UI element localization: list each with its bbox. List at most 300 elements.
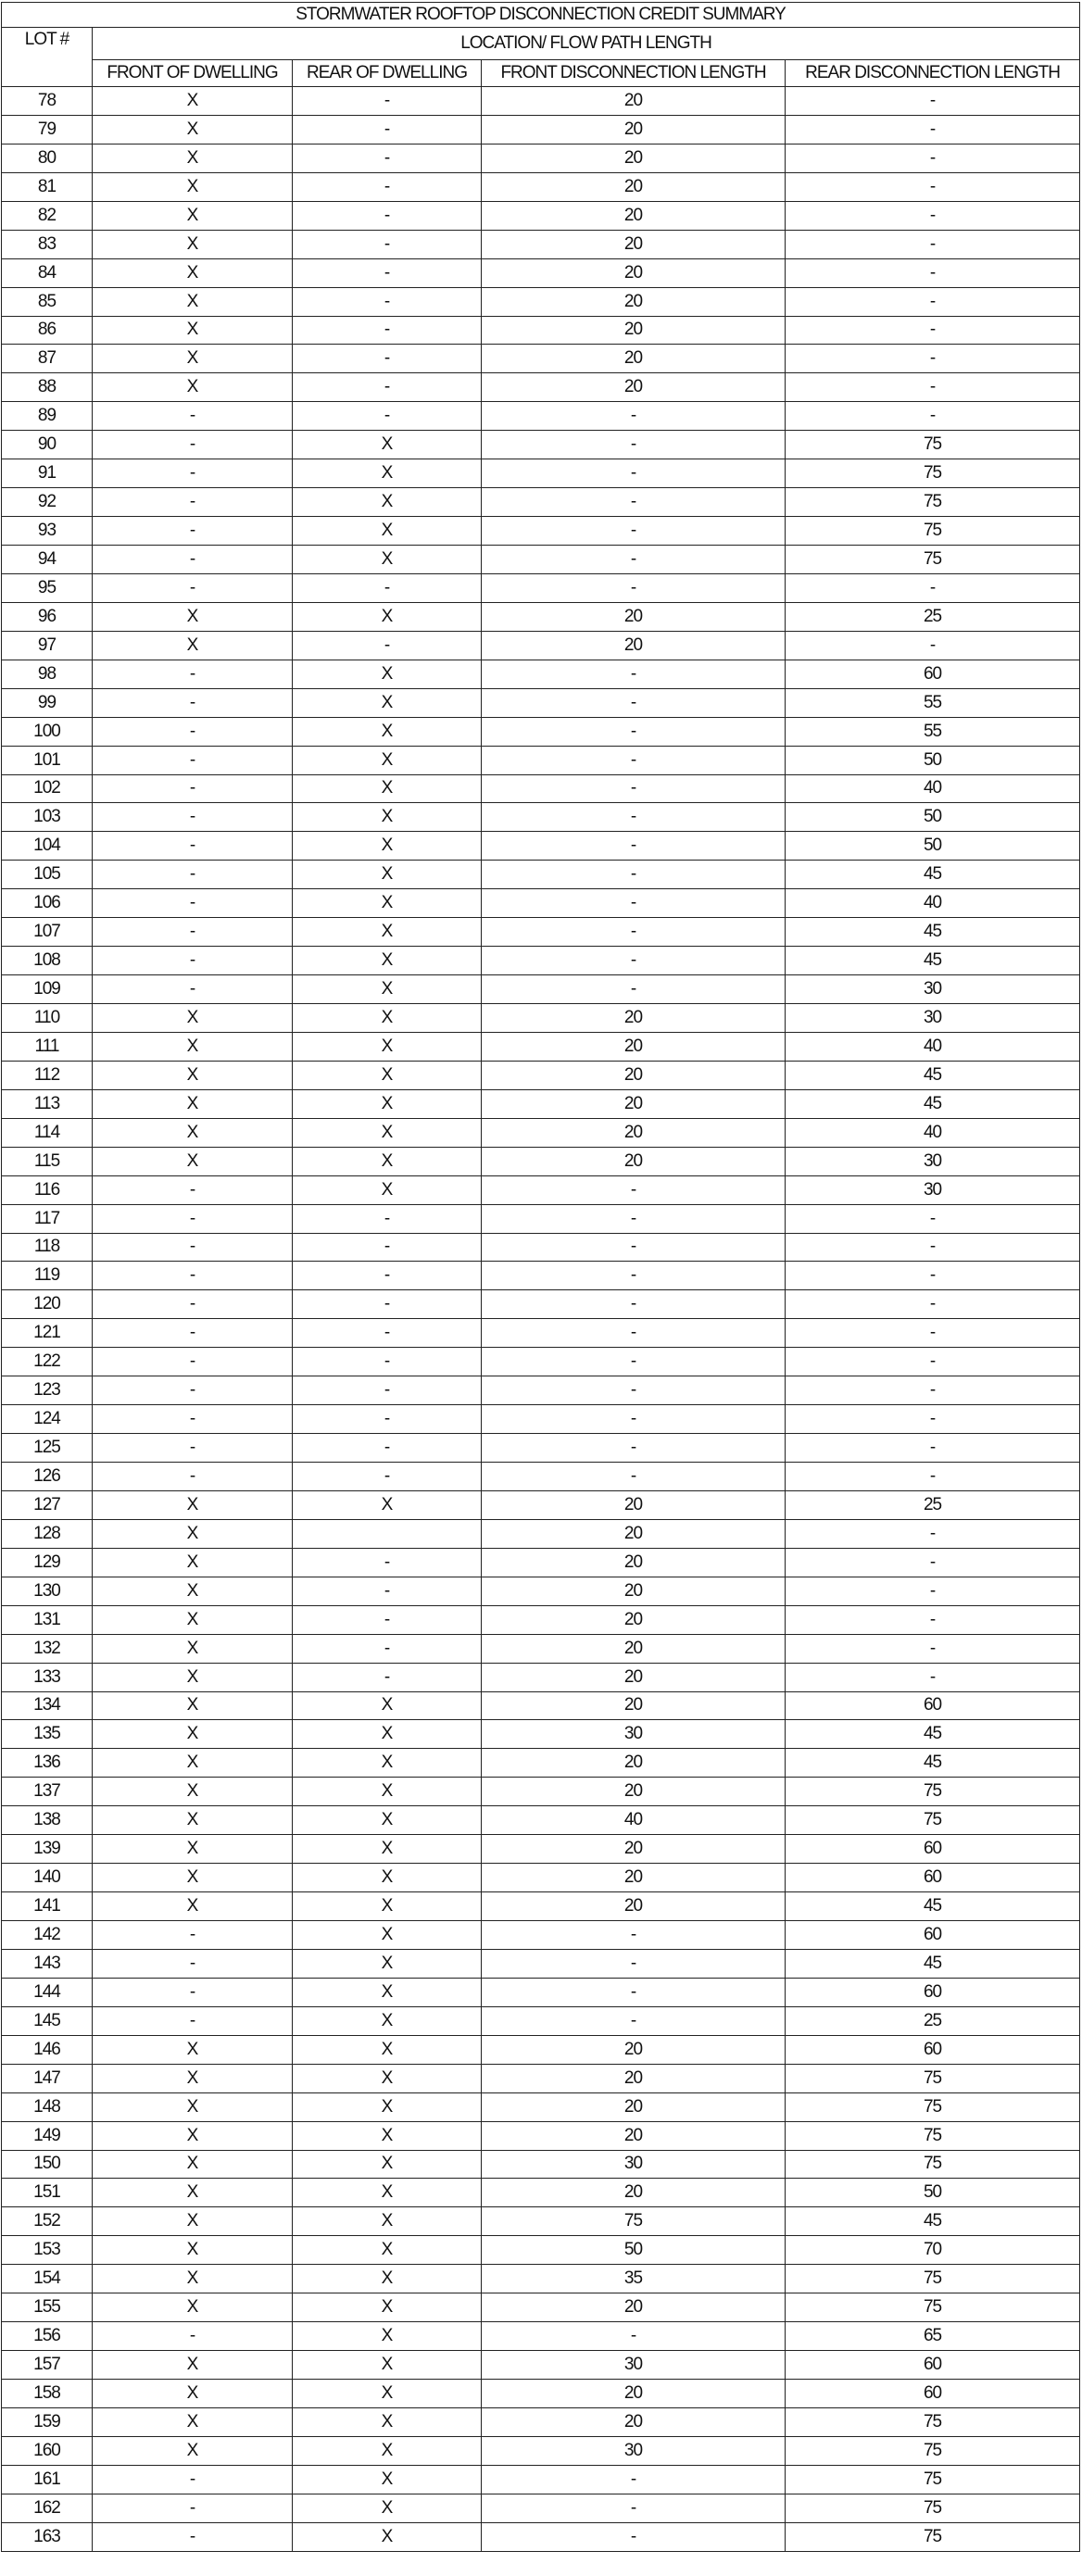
front-disconnection-length-cell: 20 [482,115,786,144]
lot-number-cell: 95 [2,573,93,602]
front-disconnection-length-cell: 20 [482,2064,786,2092]
table-row [2,1691,1080,1720]
table-row [2,1319,1080,1348]
front-disconnection-length-cell: - [482,1233,786,1262]
rear-disconnection-length-cell: 55 [786,717,1080,746]
front-disconnection-length-cell: - [482,746,786,774]
front-disconnection-length-cell: 20 [482,144,786,172]
lot-number-cell: 151 [2,2179,93,2207]
front-of-dwelling-cell: - [93,2006,293,2035]
front-of-dwelling-cell: X [93,1061,293,1089]
rear-disconnection-length-cell: - [786,1233,1080,1262]
front-of-dwelling-cell: X [93,2179,293,2207]
front-of-dwelling-cell: - [93,774,293,803]
rear-disconnection-length-cell: - [786,1376,1080,1405]
lot-number-cell: 91 [2,459,93,488]
lot-number-cell: 121 [2,1319,93,1348]
rear-disconnection-length-cell: 60 [786,2035,1080,2064]
rear-of-dwelling-cell: - [293,287,482,316]
rear-disconnection-length-cell: - [786,144,1080,172]
rear-disconnection-length-cell: 55 [786,688,1080,717]
table-row [2,201,1080,230]
rear-of-dwelling-cell: - [293,1548,482,1577]
table-row [2,1548,1080,1577]
front-disconnection-length-cell: - [482,2494,786,2522]
rear-of-dwelling-cell: - [293,115,482,144]
lot-number-cell: 129 [2,1548,93,1577]
lot-number-cell: 133 [2,1663,93,1691]
location-group-header: LOCATION/ FLOW PATH LENGTH [93,28,1080,60]
front-of-dwelling-cell: - [93,2494,293,2522]
front-disconnection-length-cell: - [482,488,786,517]
front-of-dwelling-cell: - [93,1262,293,1290]
rear-of-dwelling-cell: - [293,1348,482,1376]
rear-disconnection-length-cell: 25 [786,1490,1080,1519]
rear-of-dwelling-cell: - [293,1290,482,1319]
lot-number-cell: 92 [2,488,93,517]
front-of-dwelling-cell: X [93,2035,293,2064]
front-disconnection-length-cell: 30 [482,2150,786,2179]
rear-of-dwelling-cell: - [293,144,482,172]
lot-number-cell: 122 [2,1348,93,1376]
rear-disconnection-length-cell: 30 [786,1147,1080,1175]
front-of-dwelling-cell: X [93,1577,293,1605]
front-disconnection-length-cell: 20 [482,2179,786,2207]
rear-of-dwelling-cell: - [293,631,482,660]
front-disconnection-length-cell: 20 [482,1548,786,1577]
front-disconnection-length-cell: - [482,546,786,574]
table-row [2,1864,1080,1892]
front-disconnection-length-cell: 20 [482,87,786,116]
rear-of-dwelling-cell: X [293,517,482,546]
lot-number-cell: 162 [2,2494,93,2522]
front-disconnection-length-cell: - [482,1319,786,1348]
lot-number-cell: 105 [2,861,93,889]
rear-of-dwelling-cell: X [293,488,482,517]
front-of-dwelling-cell: X [93,1605,293,1634]
rear-of-dwelling-cell: X [293,746,482,774]
front-of-dwelling-cell: X [93,1778,293,1806]
rear-disconnection-length-cell: 75 [786,2092,1080,2121]
rear-disconnection-length-cell: 60 [786,1921,1080,1950]
table-row [2,1233,1080,1262]
rear-disconnection-length-cell: 60 [786,2351,1080,2380]
rear-of-dwelling-cell: - [293,1204,482,1233]
rear-disconnection-length-cell: - [786,631,1080,660]
table-row [2,803,1080,832]
rear-of-dwelling-cell: X [293,1835,482,1864]
rear-disconnection-length-cell: 30 [786,975,1080,1004]
lot-number-cell: 135 [2,1720,93,1749]
front-disconnection-length-cell: - [482,517,786,546]
front-disconnection-length-header: FRONT DISCONNECTION LENGTH [482,60,786,87]
front-of-dwelling-cell: - [93,1376,293,1405]
lot-number-cell: 106 [2,889,93,918]
rear-disconnection-length-cell: 75 [786,1806,1080,1835]
rear-disconnection-length-cell: 75 [786,546,1080,574]
rear-of-dwelling-cell: X [293,1720,482,1749]
rear-of-dwelling-cell: X [293,2380,482,2408]
rear-disconnection-length-cell: 50 [786,746,1080,774]
front-disconnection-length-cell: 20 [482,1892,786,1921]
rear-disconnection-length-cell: 45 [786,1892,1080,1921]
rear-of-dwelling-cell: - [293,172,482,201]
front-disconnection-length-cell: 20 [482,2380,786,2408]
front-of-dwelling-cell: X [93,2407,293,2436]
rear-disconnection-length-cell: 40 [786,1032,1080,1061]
table-row [2,345,1080,373]
front-of-dwelling-cell: X [93,87,293,116]
table-row [2,889,1080,918]
summary-table-container [1,2,1080,2552]
table-row [2,459,1080,488]
front-disconnection-length-cell: - [482,1204,786,1233]
lot-number-cell: 163 [2,2522,93,2551]
front-disconnection-length-cell: 20 [482,230,786,258]
rear-disconnection-length-cell: 40 [786,1118,1080,1147]
front-of-dwelling-cell: X [93,602,293,631]
front-disconnection-length-cell: 30 [482,1720,786,1749]
front-disconnection-length-cell: 20 [482,1749,786,1778]
front-of-dwelling-cell: - [93,1319,293,1348]
rear-of-dwelling-cell: - [293,1262,482,1290]
front-of-dwelling-cell: - [93,947,293,975]
rear-disconnection-length-cell: - [786,1405,1080,1434]
rear-of-dwelling-cell: X [293,1806,482,1835]
lot-column-header: LOT # [2,28,93,87]
rear-disconnection-length-cell: 45 [786,1720,1080,1749]
rear-of-dwelling-cell: X [293,1089,482,1118]
front-disconnection-length-cell: 20 [482,602,786,631]
rear-of-dwelling-header: REAR OF DWELLING [293,60,482,87]
lot-number-cell: 78 [2,87,93,116]
front-disconnection-length-cell: 20 [482,1864,786,1892]
table-row [2,287,1080,316]
lot-number-cell: 156 [2,2322,93,2351]
rear-of-dwelling-cell: X [293,2522,482,2551]
lot-number-cell: 86 [2,316,93,345]
rear-of-dwelling-cell: - [293,1405,482,1434]
front-of-dwelling-cell: - [93,1463,293,1491]
front-of-dwelling-cell: - [93,688,293,717]
lot-number-cell: 152 [2,2207,93,2236]
rear-disconnection-length-cell: 50 [786,832,1080,861]
rear-of-dwelling-cell: - [293,258,482,287]
lot-number-cell: 155 [2,2293,93,2322]
rear-of-dwelling-cell: X [293,861,482,889]
rear-disconnection-length-cell: - [786,1463,1080,1491]
rear-of-dwelling-cell: X [293,1147,482,1175]
front-of-dwelling-cell: X [93,1835,293,1864]
table-row [2,947,1080,975]
lot-number-cell: 138 [2,1806,93,1835]
rear-disconnection-length-cell: 30 [786,1175,1080,1204]
rear-disconnection-length-cell: - [786,1262,1080,1290]
rear-of-dwelling-cell: X [293,459,482,488]
rear-disconnection-length-cell: - [786,230,1080,258]
rear-disconnection-length-cell: 70 [786,2236,1080,2265]
rear-of-dwelling-cell: X [293,2236,482,2265]
front-of-dwelling-cell: - [93,832,293,861]
lot-number-cell: 102 [2,774,93,803]
table-row [2,1519,1080,1548]
rear-disconnection-length-cell: 50 [786,2179,1080,2207]
front-of-dwelling-cell: X [93,144,293,172]
front-disconnection-length-cell: 20 [482,1118,786,1147]
table-row [2,230,1080,258]
front-disconnection-length-cell: 20 [482,1663,786,1691]
front-of-dwelling-cell: X [93,2293,293,2322]
front-disconnection-length-cell: 20 [482,2293,786,2322]
lot-number-cell: 126 [2,1463,93,1491]
front-disconnection-length-cell: - [482,660,786,688]
lot-number-cell: 134 [2,1691,93,1720]
front-disconnection-length-cell: 20 [482,1490,786,1519]
table-row [2,861,1080,889]
rear-of-dwelling-cell: X [293,688,482,717]
front-of-dwelling-cell: - [93,1290,293,1319]
front-of-dwelling-cell: - [93,546,293,574]
front-disconnection-length-cell: - [482,1262,786,1290]
front-of-dwelling-cell: X [93,2092,293,2121]
rear-disconnection-length-cell: 65 [786,2322,1080,2351]
rear-of-dwelling-cell: X [293,1175,482,1204]
rear-of-dwelling-cell: X [293,431,482,459]
rear-of-dwelling-cell: - [293,573,482,602]
table-row [2,172,1080,201]
table-row [2,1004,1080,1033]
rear-of-dwelling-cell: X [293,1490,482,1519]
lot-number-cell: 160 [2,2436,93,2465]
rear-disconnection-length-cell: - [786,373,1080,402]
table-row [2,2236,1080,2265]
table-row [2,975,1080,1004]
front-of-dwelling-cell: - [93,1434,293,1463]
front-of-dwelling-cell: - [93,803,293,832]
front-disconnection-length-cell: - [482,774,786,803]
table-row [2,258,1080,287]
rear-of-dwelling-cell: X [293,2265,482,2293]
lot-number-cell: 108 [2,947,93,975]
lot-number-cell: 128 [2,1519,93,1548]
lot-number-cell: 118 [2,1233,93,1262]
front-of-dwelling-cell: X [93,1490,293,1519]
lot-number-cell: 120 [2,1290,93,1319]
rear-disconnection-length-cell: 40 [786,889,1080,918]
table-row [2,717,1080,746]
front-of-dwelling-cell: X [93,1548,293,1577]
front-disconnection-length-cell: - [482,402,786,431]
rear-of-dwelling-cell: X [293,1864,482,1892]
front-disconnection-length-cell: - [482,1434,786,1463]
front-disconnection-length-cell: - [482,947,786,975]
table-row [2,573,1080,602]
lot-number-cell: 82 [2,201,93,230]
front-of-dwelling-cell: X [93,345,293,373]
lot-number-cell: 161 [2,2465,93,2494]
table-row [2,402,1080,431]
rear-disconnection-length-cell: 75 [786,2293,1080,2322]
rear-of-dwelling-cell: X [293,2494,482,2522]
lot-number-cell: 103 [2,803,93,832]
front-disconnection-length-cell: 20 [482,1778,786,1806]
rear-disconnection-length-cell: 75 [786,2407,1080,2436]
front-of-dwelling-cell: X [93,1720,293,1749]
front-of-dwelling-cell: - [93,861,293,889]
lot-number-cell: 147 [2,2064,93,2092]
front-disconnection-length-cell: - [482,688,786,717]
front-of-dwelling-cell: X [93,631,293,660]
lot-number-cell: 119 [2,1262,93,1290]
rear-disconnection-length-cell: - [786,345,1080,373]
front-disconnection-length-cell: - [482,459,786,488]
rear-disconnection-length-cell: 75 [786,2265,1080,2293]
rear-of-dwelling-cell: X [293,1921,482,1950]
rear-disconnection-length-cell: - [786,1663,1080,1691]
front-of-dwelling-cell: - [93,1175,293,1204]
rear-of-dwelling-cell: X [293,803,482,832]
rear-of-dwelling-cell: X [293,717,482,746]
lot-number-cell: 149 [2,2121,93,2150]
front-of-dwelling-cell: X [93,172,293,201]
rear-disconnection-length-cell: - [786,1290,1080,1319]
rear-disconnection-length-cell: 75 [786,2465,1080,2494]
rear-disconnection-length-cell: 75 [786,2436,1080,2465]
rear-of-dwelling-cell: X [293,1949,482,1978]
front-disconnection-length-cell: 30 [482,2351,786,2380]
front-disconnection-length-cell: - [482,1463,786,1491]
rear-disconnection-length-cell: - [786,287,1080,316]
front-disconnection-length-cell: 20 [482,1577,786,1605]
rear-of-dwelling-cell: X [293,2006,482,2035]
lot-number-cell: 130 [2,1577,93,1605]
rear-disconnection-length-cell: 60 [786,2380,1080,2408]
rear-disconnection-length-cell: - [786,1348,1080,1376]
table-row [2,1978,1080,2006]
table-row [2,1634,1080,1663]
table-row [2,1376,1080,1405]
rear-disconnection-length-cell: - [786,1319,1080,1348]
rear-disconnection-length-cell: 75 [786,431,1080,459]
rear-disconnection-length-cell: - [786,573,1080,602]
front-disconnection-length-cell: - [482,1949,786,1978]
front-disconnection-length-cell: - [482,2322,786,2351]
rear-of-dwelling-cell: X [293,947,482,975]
rear-disconnection-length-cell: 75 [786,2064,1080,2092]
rear-of-dwelling-cell: X [293,2407,482,2436]
table-row [2,1118,1080,1147]
front-disconnection-length-cell: - [482,573,786,602]
rear-of-dwelling-cell: X [293,889,482,918]
front-disconnection-length-cell: 20 [482,1147,786,1175]
table-row [2,1949,1080,1978]
front-of-dwelling-cell: - [93,1233,293,1262]
rear-of-dwelling-cell: - [293,402,482,431]
front-of-dwelling-cell: - [93,717,293,746]
front-of-dwelling-cell: X [93,1691,293,1720]
lot-number-cell: 148 [2,2092,93,2121]
lot-number-cell: 113 [2,1089,93,1118]
rear-disconnection-length-cell: 45 [786,1061,1080,1089]
table-row [2,2465,1080,2494]
table-row [2,2322,1080,2351]
lot-number-cell: 123 [2,1376,93,1405]
rear-disconnection-length-cell: - [786,1519,1080,1548]
rear-of-dwelling-cell: X [293,2436,482,2465]
lot-number-cell: 84 [2,258,93,287]
lot-number-cell: 158 [2,2380,93,2408]
front-of-dwelling-cell: X [93,1118,293,1147]
lot-number-cell: 132 [2,1634,93,1663]
table-row [2,918,1080,947]
table-row [2,2064,1080,2092]
table-row [2,517,1080,546]
table-row [2,373,1080,402]
rear-disconnection-length-header: REAR DISCONNECTION LENGTH [786,60,1080,87]
lot-number-cell: 124 [2,1405,93,1434]
lot-number-cell: 125 [2,1434,93,1463]
front-disconnection-length-cell: - [482,1405,786,1434]
front-disconnection-length-cell: 20 [482,1691,786,1720]
table-row [2,144,1080,172]
lot-number-cell: 96 [2,602,93,631]
lot-number-cell: 157 [2,2351,93,2380]
front-disconnection-length-cell: - [482,803,786,832]
table-body [2,87,1080,2552]
rear-of-dwelling-cell: - [293,345,482,373]
table-row [2,1490,1080,1519]
lot-number-cell: 150 [2,2150,93,2179]
table-row [2,2436,1080,2465]
rear-disconnection-length-cell: 60 [786,1864,1080,1892]
rear-disconnection-length-cell: 50 [786,803,1080,832]
front-of-dwelling-cell: X [93,287,293,316]
lot-number-cell: 127 [2,1490,93,1519]
rear-of-dwelling-cell: X [293,918,482,947]
front-disconnection-length-cell: - [482,1978,786,2006]
rear-of-dwelling-cell: X [293,832,482,861]
table-row [2,431,1080,459]
rear-of-dwelling-cell: X [293,1004,482,1033]
table-row [2,2522,1080,2551]
table-row [2,1778,1080,1806]
rear-disconnection-length-cell: 60 [786,1691,1080,1720]
table-row [2,1032,1080,1061]
table-row [2,1663,1080,1691]
front-disconnection-length-cell: 20 [482,631,786,660]
rear-of-dwelling-cell: - [293,316,482,345]
front-of-dwelling-cell: X [93,2150,293,2179]
lot-number-cell: 101 [2,746,93,774]
front-disconnection-length-cell: 30 [482,2436,786,2465]
lot-number-cell: 139 [2,1835,93,1864]
front-disconnection-length-cell: 20 [482,316,786,345]
front-disconnection-length-cell: - [482,1175,786,1204]
table-row [2,2380,1080,2408]
front-of-dwelling-cell: X [93,201,293,230]
rear-disconnection-length-cell: 60 [786,660,1080,688]
lot-number-cell: 104 [2,832,93,861]
rear-of-dwelling-cell: - [293,87,482,116]
table-row [2,1577,1080,1605]
rear-of-dwelling-cell: X [293,1778,482,1806]
rear-of-dwelling-cell: - [293,373,482,402]
lot-number-cell: 110 [2,1004,93,1033]
front-of-dwelling-cell: X [93,2351,293,2380]
table-row [2,746,1080,774]
front-of-dwelling-cell: - [93,488,293,517]
table-title: STORMWATER ROOFTOP DISCONNECTION CREDIT SUMMARY [2,3,1080,28]
